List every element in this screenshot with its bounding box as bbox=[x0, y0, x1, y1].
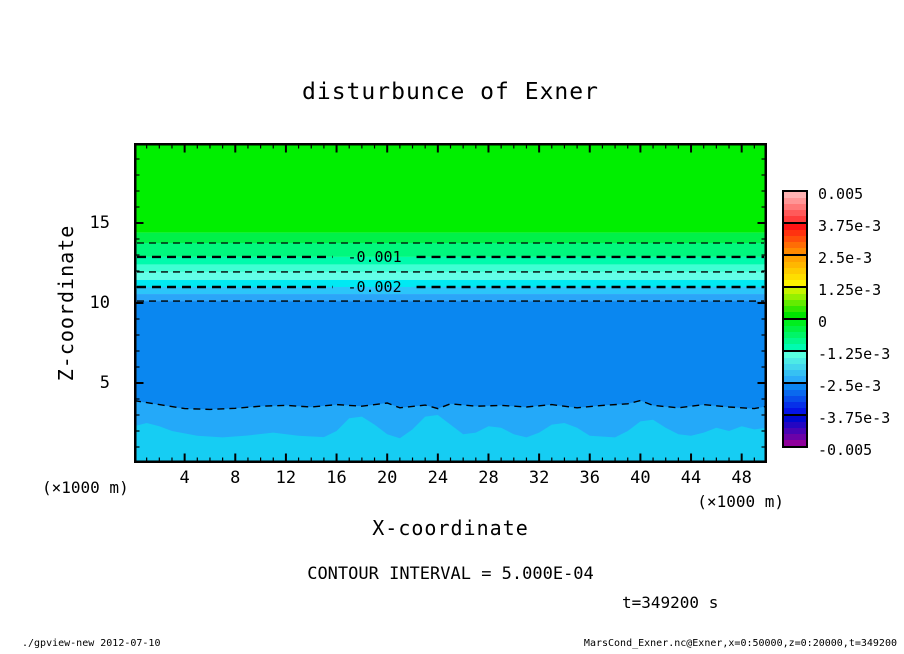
footer-source-text: MarsCond_Exner.nc@Exner,x=0:50000,z=0:20000,t=349200 bbox=[583, 638, 897, 649]
x-axis-label: X-coordinate bbox=[372, 516, 529, 540]
y-axis-label: Z-coordinate bbox=[54, 224, 78, 382]
colorbar-segment bbox=[782, 318, 808, 352]
colorbar-segment bbox=[782, 414, 808, 448]
x-tick-label: 44 bbox=[680, 468, 702, 488]
colorbar-tick-label: -0.005 bbox=[818, 441, 873, 459]
colorbar-tick-label: -2.5e-3 bbox=[818, 377, 882, 395]
contour-interval-text: CONTOUR INTERVAL = 5.000E-04 bbox=[307, 564, 594, 584]
colorbar-tick-label: -3.75e-3 bbox=[818, 409, 891, 427]
colorbar-segment bbox=[782, 382, 808, 416]
y-tick-label: 15 bbox=[89, 213, 110, 233]
x-tick-label: 28 bbox=[478, 468, 499, 488]
colorbar-segment bbox=[782, 222, 808, 256]
colorbar-tick-label: 1.25e-3 bbox=[818, 281, 882, 299]
colorbar-tick-label: 0.005 bbox=[818, 185, 864, 203]
contour-label: -0.001 bbox=[347, 247, 402, 266]
x-tick-label: 24 bbox=[427, 468, 449, 488]
footer-command-text: ./gpview-new 2012-07-10 bbox=[22, 638, 161, 649]
x-tick-label: 4 bbox=[179, 468, 190, 488]
x-tick-label: 40 bbox=[630, 468, 651, 488]
chart-title: disturbunce of Exner bbox=[302, 79, 599, 105]
x-tick-label: 36 bbox=[579, 468, 600, 488]
y-tick-label: 10 bbox=[89, 293, 110, 313]
x-tick-label: 48 bbox=[731, 468, 752, 488]
colorbar-tick-label: 0 bbox=[818, 313, 828, 331]
x-axis-unit-label: (×1000 m) bbox=[697, 492, 784, 511]
contour-plot bbox=[134, 143, 767, 463]
colorbar-segment bbox=[782, 286, 808, 320]
colorbar-segment bbox=[782, 350, 808, 384]
y-tick-label: 5 bbox=[99, 373, 110, 393]
colorbar-tick-label: 3.75e-3 bbox=[818, 217, 882, 235]
z-axis-unit-label: (×1000 m) bbox=[42, 478, 129, 497]
x-tick-label: 16 bbox=[326, 468, 347, 488]
colorbar-tick-label: 2.5e-3 bbox=[818, 249, 873, 267]
colorbar-segment bbox=[782, 190, 808, 224]
contour-label: -0.002 bbox=[347, 278, 402, 296]
x-tick-label: 32 bbox=[528, 468, 550, 488]
time-label: t=349200 s bbox=[622, 593, 719, 612]
x-tick-label: 12 bbox=[275, 468, 297, 488]
colorbar-tick-label: -1.25e-3 bbox=[818, 345, 891, 363]
colorbar bbox=[782, 190, 808, 448]
colorbar-segment bbox=[782, 254, 808, 288]
x-tick-label: 8 bbox=[230, 468, 241, 488]
x-tick-label: 20 bbox=[376, 468, 398, 488]
